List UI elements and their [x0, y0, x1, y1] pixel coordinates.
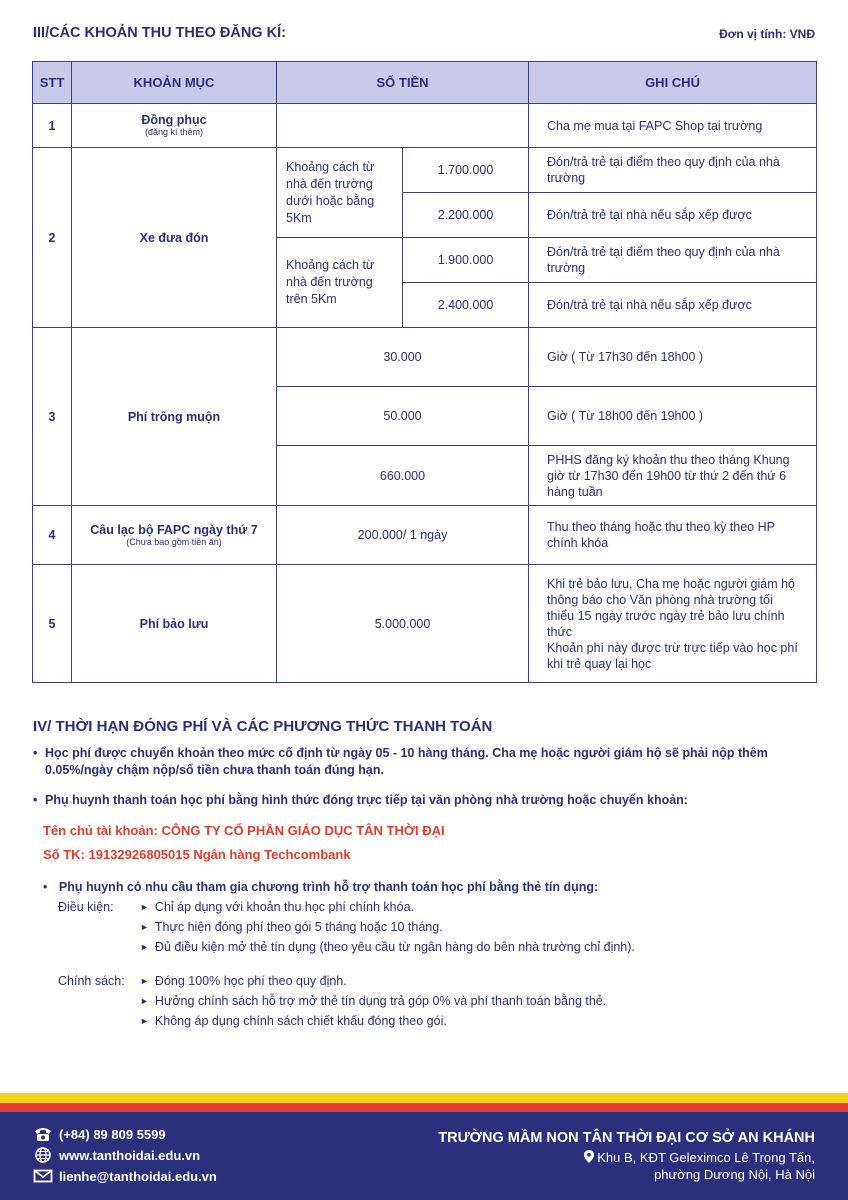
section3-title: III/CÁC KHOẢN THU THEO ĐĂNG KÍ: — [33, 25, 286, 41]
condition-text: Thực hiện đóng phí theo gói 5 tháng hoặc 10 tháng. — [154, 920, 443, 934]
account-number: Số TK: 19132926805015 Ngân hàng Techcombank — [43, 847, 351, 862]
footer — [0, 1112, 848, 1200]
policy-item — [140, 974, 347, 988]
bullet-text: Phụ huynh thanh toán học phí bằng hình thức đóng trực tiếp tại văn phòng nhà trường hoặc chuyển khoản: — [45, 793, 688, 807]
footer-red-stripe — [0, 1103, 848, 1112]
amount-cell: 2.200.000 — [403, 193, 529, 238]
website-link: www.tanthoidai.edu.vn — [59, 1147, 201, 1163]
credit-card-heading — [43, 880, 598, 894]
item-cell: Phí trông muộn — [72, 328, 277, 506]
arrow-bullet-icon: ► — [140, 1016, 149, 1026]
arrow-bullet-icon: ► — [140, 922, 149, 932]
condition-text: Đủ điều kiện mở thẻ tín dụng (theo yêu cầu từ ngân hàng do bên nhà trường chỉ định). — [154, 940, 635, 954]
note-cell: Giờ ( Từ 17h30 đến 18h00 ) — [529, 328, 817, 387]
policy-item — [140, 994, 606, 1008]
note-cell: Đón/trả trẻ tại điểm theo quy định của nhà trường — [529, 238, 817, 283]
note-line: Khi trẻ bảo lưu, Cha mẹ hoặc người giám hộ thông báo cho Văn phòng nhà trường tối thiểu 15 ngày trước ngày trẻ bảo lưu chính thức — [547, 576, 795, 639]
table-header-row — [33, 62, 817, 104]
policy-label: Chính sách: — [58, 974, 125, 988]
stt-cell: 5 — [33, 565, 72, 683]
credit-heading-text: Phụ huynh có nhu cầu tham gia chương trình hỗ trợ thanh toán học phí bằng thẻ tín dụng: — [58, 880, 599, 894]
item-cell — [72, 104, 277, 148]
footer-email[interactable] — [33, 1168, 217, 1184]
payment-deadline-bullet — [33, 745, 803, 779]
bullet-dot-icon: • — [43, 880, 48, 894]
condition-item — [140, 900, 414, 914]
amount-cell: 660.000 — [277, 446, 529, 506]
arrow-bullet-icon: ► — [140, 902, 149, 912]
address-line-2: phường Dương Nội, Hà Nội — [654, 1167, 815, 1182]
table-row — [33, 328, 817, 387]
payment-method-bullet — [33, 792, 823, 809]
condition-text: Chỉ áp dụng với khoản thu học phí chính khóa. — [154, 900, 414, 914]
note-cell: Thu theo tháng hoặc thu theo kỳ theo HP chính khóa — [529, 506, 817, 565]
address-line-1: Khu B, KĐT Geleximco Lê Trọng Tấn, — [597, 1150, 815, 1165]
section4-title: IV/ THỜI HẠN ĐÓNG PHÍ VÀ CÁC PHƯƠNG THỨC THANH TOÁN — [33, 718, 493, 735]
bullet-dot-icon: • — [33, 746, 38, 760]
header-item: KHOẢN MỤC — [72, 62, 277, 104]
footer-phone[interactable] — [33, 1126, 166, 1142]
phone-number: (+84) 89 809 5599 — [59, 1126, 166, 1142]
school-name: TRƯỜNG MẦM NON TÂN THỜI ĐẠI CƠ SỞ AN KHÁNH — [438, 1130, 815, 1146]
table-row — [33, 104, 817, 148]
table-row — [33, 565, 817, 683]
condition-item — [140, 940, 635, 954]
note-cell: Đón/trả trẻ tại nhà nếu sắp xếp được — [529, 283, 817, 328]
currency-unit: Đơn vị tính: VNĐ — [719, 27, 815, 41]
item-cell: Phí bảo lưu — [72, 565, 277, 683]
location-pin-icon — [584, 1150, 594, 1163]
globe-icon — [33, 1147, 53, 1163]
arrow-bullet-icon: ► — [140, 996, 149, 1006]
mail-icon — [33, 1168, 53, 1184]
amount-cell: 5.000.000 — [277, 565, 529, 683]
note-line: Khoản phí này được trừ trực tiếp vào học phí khi trẻ quay lại học — [547, 640, 798, 671]
stt-cell: 2 — [33, 148, 72, 328]
amount-cell: 30.000 — [277, 328, 529, 387]
fee-table — [32, 61, 817, 683]
school-address — [584, 1149, 815, 1183]
note-cell: PHHS đăng ký khoản thu theo tháng Khung giờ từ 17h30 đến 19h00 từ thứ 2 đến thứ 6 hàng tuần — [529, 446, 817, 506]
amount-cell: 2.400.000 — [403, 283, 529, 328]
note-cell — [529, 565, 817, 683]
policy-item — [140, 1014, 447, 1028]
note-cell: Đón/trả trẻ tại nhà nếu sắp xếp được — [529, 193, 817, 238]
note-cell: Cha mẹ mua tại FAPC Shop tại trường — [529, 104, 817, 148]
policy-text: Hưởng chính sách hỗ trợ mở thẻ tín dụng trả góp 0% và phí thanh toán bằng thẻ. — [154, 994, 607, 1008]
item-cell — [72, 506, 277, 565]
account-name: Tên chủ tài khoản: CÔNG TY CỔ PHẦN GIÁO DỤC TÂN THỜI ĐẠI — [43, 823, 445, 838]
item-label: Câu lạc bộ FAPC ngày thứ 7 — [90, 522, 258, 537]
bullet-dot-icon: • — [33, 793, 38, 807]
amount-cell: 50.000 — [277, 387, 529, 446]
note-cell: Đón/trả trẻ tại điểm theo quy định của nhà trường — [529, 148, 817, 193]
distance-label: Khoảng cách từ nhà đến trường trên 5Km — [277, 238, 403, 328]
condition-item — [140, 920, 443, 934]
arrow-bullet-icon: ► — [140, 942, 149, 952]
amount-cell: 1.700.000 — [403, 148, 529, 193]
distance-label: Khoảng cách từ nhà đến trường dưới hoặc bằng 5Km — [277, 148, 403, 238]
footer-yellow-stripe — [0, 1093, 848, 1103]
note-cell: Giờ ( Từ 18h00 đến 19h00 ) — [529, 387, 817, 446]
amount-cell: 1.900.000 — [403, 238, 529, 283]
email-link: lienhe@tanthoidai.edu.vn — [59, 1168, 217, 1184]
stt-cell: 4 — [33, 506, 72, 565]
bullet-text: Học phí được chuyển khoản theo mức cố định từ ngày 05 - 10 hàng tháng. Cha mẹ hoặc người giám hộ sẽ phải nộp thêm 0.05%/ngày chậm nộp/số tiền chưa thanh toán đúng hạn. — [45, 746, 768, 777]
phone-icon — [33, 1126, 53, 1142]
stt-cell: 1 — [33, 104, 72, 148]
stt-cell: 3 — [33, 328, 72, 506]
header-amount: SỐ TIỀN — [277, 62, 529, 104]
conditions-label: Điều kiện: — [58, 900, 114, 914]
item-sublabel: (đăng kí thêm) — [144, 127, 204, 137]
table-row — [33, 148, 817, 193]
footer-website[interactable] — [33, 1147, 200, 1163]
header-stt: STT — [33, 62, 72, 104]
arrow-bullet-icon: ► — [140, 976, 149, 986]
policy-text: Đóng 100% học phí theo quy định. — [154, 974, 347, 988]
item-sublabel: (Chưa bao gồm tiền ăn) — [126, 536, 222, 547]
item-cell: Xe đưa đón — [72, 148, 277, 328]
amount-cell: 200.000/ 1 ngày — [277, 506, 529, 565]
table-row — [33, 506, 817, 565]
amount-cell — [277, 104, 529, 148]
item-label: Đồng phục — [141, 113, 207, 127]
header-note: GHI CHÚ — [529, 62, 817, 104]
policy-text: Không áp dụng chính sách chiết khấu đóng theo gói. — [154, 1014, 447, 1028]
